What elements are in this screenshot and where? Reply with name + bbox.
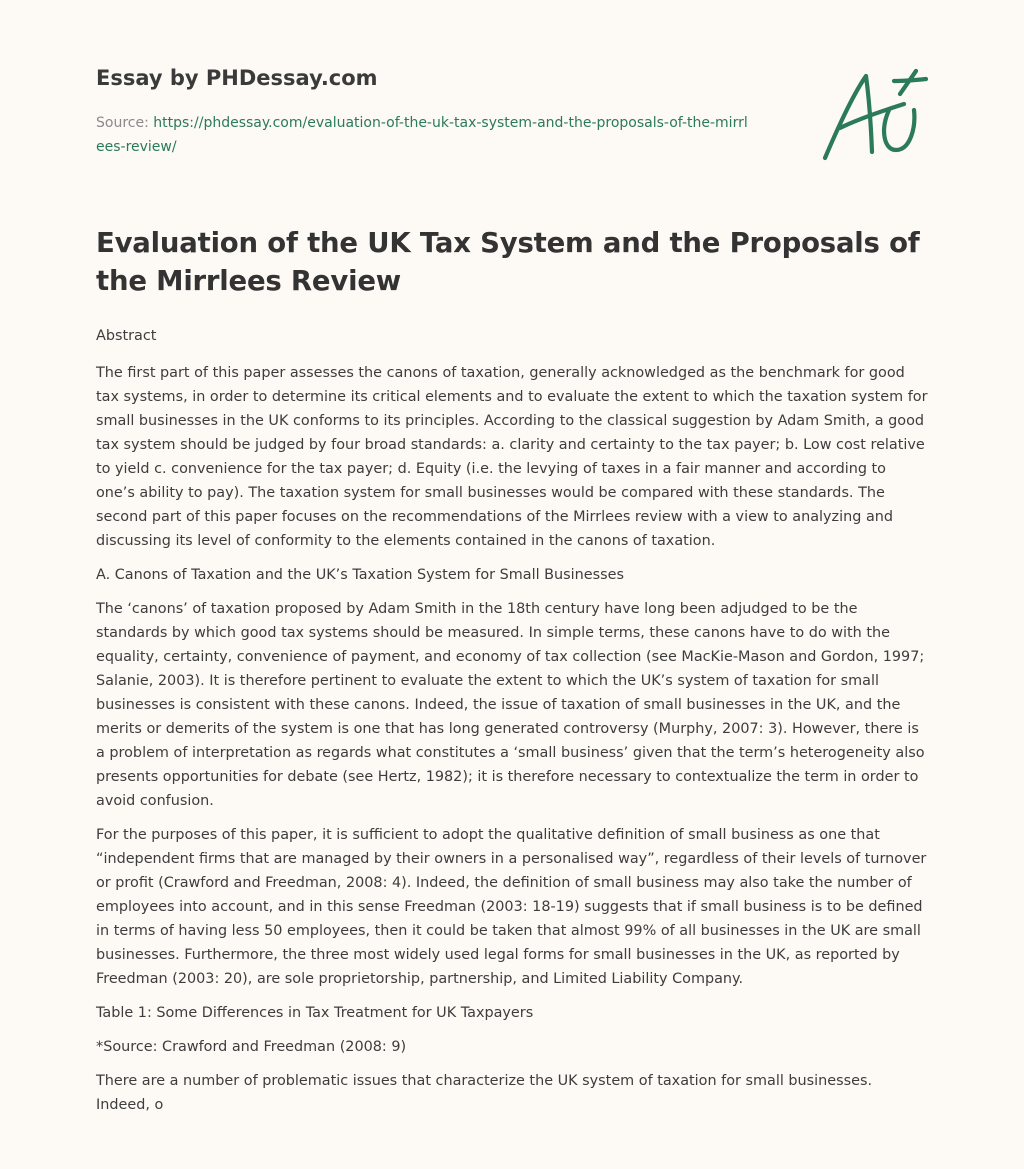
source-label: Source:	[96, 115, 154, 131]
table-source-note: *Source: Crawford and Freedman (2008: 9)	[96, 1039, 407, 1055]
article-body	[96, 324, 928, 1127]
source-link[interactable]: https://phdessay.com/evaluation-of-the-uk-tax-system-and-the-proposals-of-the-mirrlees-review/	[96, 115, 748, 155]
abstract-heading: Abstract	[96, 328, 157, 344]
article-title: Evaluation of the UK Tax System and the Proposals of the Mirrlees Review	[96, 227, 920, 297]
source-line	[96, 111, 756, 159]
site-brand: Essay by PHDessay.com	[96, 66, 378, 90]
body-paragraph: The ‘canons’ of taxation proposed by Adam Smith in the 18th century have long been adjudged to be the standards by which good tax systems should be measured. In simple terms, these canons have to do with the equality, certainty, convenience of payment, and economy of tax collection (see MacKie-Mason and Gordon, 1997; Salanie, 2003). It is therefore pertinent to evaluate the extent to which the UK’s system of taxation for small businesses is consistent with these canons. Indeed, the issue of taxation of small businesses in the UK, and the merits or demerits of the system is one that has long generated controversy (Murphy, 2007: 3). However, there is a problem of interpretation as regards what constitutes a ‘small business’ given that the term’s heterogeneity also presents opportunities for debate (see Hertz, 1982); it is therefore necessary to contextualize the term in order to avoid confusion.	[96, 601, 925, 809]
body-paragraph: The first part of this paper assesses the canons of taxation, generally acknowledged as the benchmark for good tax systems, in order to determine its critical elements and to evaluate the extent to which the taxation system for small businesses in the UK conforms to its principles. According to the classical suggestion by Adam Smith, a good tax system should be judged by four broad standards: a. clarity and certainty to the tax payer; b. Low cost relative to yield c. convenience for the tax payer; d. Equity (i.e. the levying of taxes in a fair manner and according to one’s ability to pay). The taxation system for small businesses would be compared with these standards. The second part of this paper focuses on the recommendations of the Mirrlees review with a view to analyzing and discussing its level of conformity to the elements contained in the canons of taxation.	[96, 365, 928, 549]
section-heading: A. Canons of Taxation and the UK’s Taxation System for Small Businesses	[96, 567, 624, 583]
body-paragraph: There are a number of problematic issues that characterize the UK system of taxation for small businesses. Indeed, o	[96, 1073, 873, 1113]
a-plus-grade-icon	[822, 68, 928, 164]
table-caption: Table 1: Some Differences in Tax Treatment for UK Taxpayers	[96, 1005, 534, 1021]
body-paragraph: For the purposes of this paper, it is sufficient to adopt the qualitative definition of small business as one that “independent firms that are managed by their owners in a personalised way”, regardless of their levels of turnover or profit (Crawford and Freedman, 2008: 4). Indeed, the definition of small business may also take the number of employees into account, and in this sense Freedman (2003: 18-19) suggests that if small business is to be defined in terms of having less 50 employees, then it could be taken that almost 99% of all businesses in the UK are small businesses. Furthermore, the three most widely used legal forms for small businesses in the UK, as reported by Freedman (2003: 20), are sole proprietorship, partnership, and Limited Liability Company.	[96, 827, 927, 987]
